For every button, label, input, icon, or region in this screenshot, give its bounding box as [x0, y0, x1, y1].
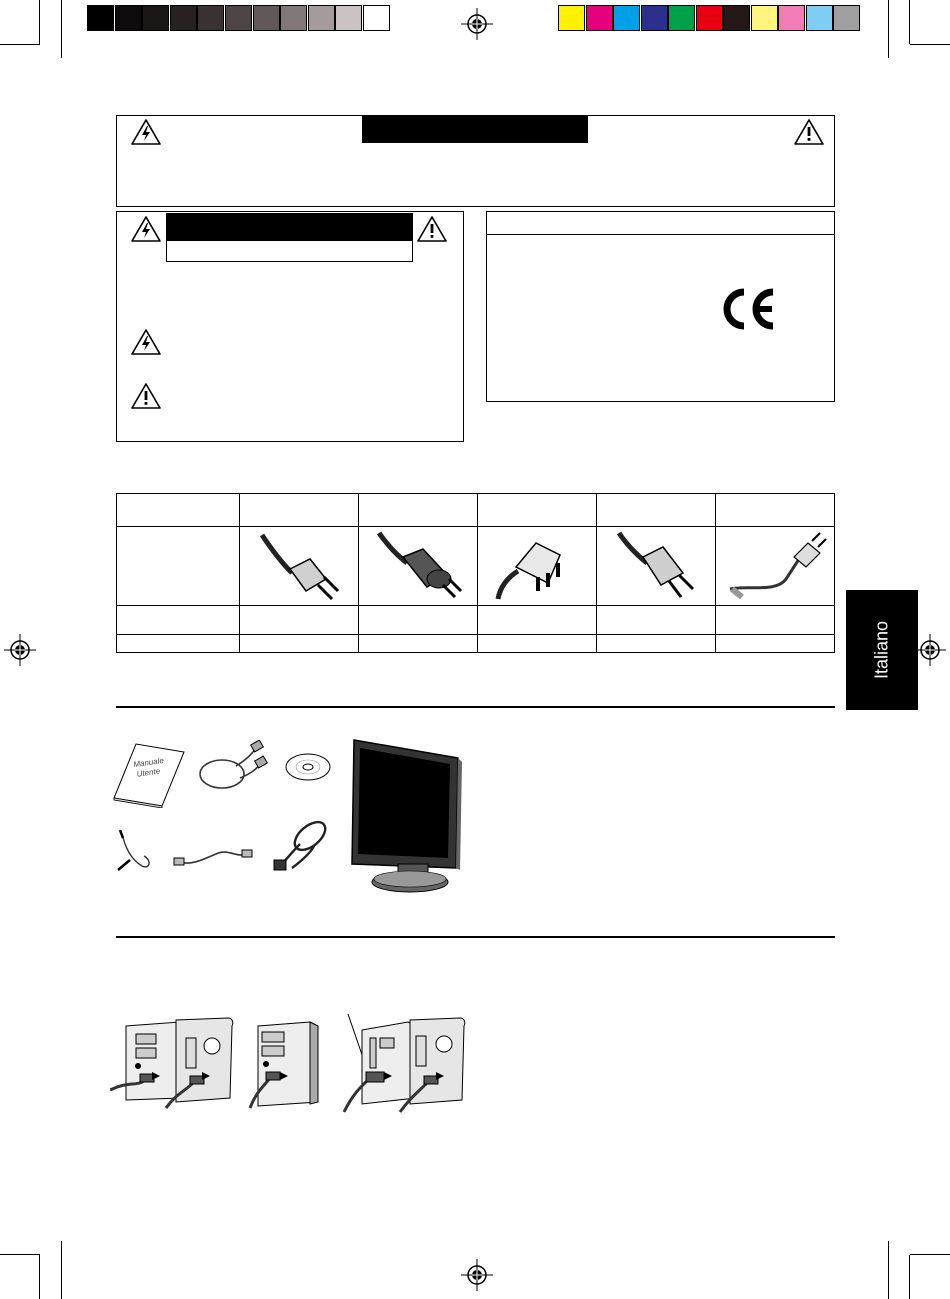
- table-cell: [716, 494, 835, 527]
- table-cell: [478, 494, 597, 527]
- crop-mark: [909, 0, 910, 44]
- uk-plug-icon: [478, 527, 596, 605]
- crop-mark: [0, 44, 40, 45]
- cd-rom-illustration: [284, 752, 332, 782]
- grayscale-swatch: [363, 5, 390, 31]
- caution-title-bar: [166, 213, 413, 241]
- crop-mark: [61, 1241, 62, 1299]
- section-divider: [116, 936, 835, 938]
- table-cell: [597, 606, 716, 635]
- table-cell: [359, 494, 478, 527]
- table-cell: [478, 606, 597, 635]
- table-row: [117, 527, 835, 606]
- table-cell: [478, 635, 597, 653]
- power-cord-illustration: [270, 818, 334, 874]
- grayscale-swatch: [308, 5, 335, 31]
- monitor-illustration: [346, 736, 464, 894]
- table-cell: [716, 527, 835, 606]
- process-color-swatch: [696, 5, 723, 31]
- registration-mark-icon: [4, 634, 36, 666]
- grayscale-swatch: [87, 5, 114, 31]
- grayscale-swatch: [253, 5, 280, 31]
- warning-title-bar: [362, 115, 588, 143]
- crop-mark: [909, 1255, 910, 1299]
- ce-mark-icon: [718, 286, 778, 332]
- registration-mark-icon: [914, 634, 946, 666]
- table-row: [117, 606, 835, 635]
- registration-mark-icon: [461, 1259, 493, 1291]
- exclamation-warning-icon: [416, 215, 448, 243]
- process-color-swatch: [641, 5, 668, 31]
- crop-mark: [39, 0, 40, 44]
- table-cell: [117, 606, 240, 635]
- process-color-swatch: [723, 5, 750, 31]
- manual-label-line2: Utente: [136, 766, 161, 779]
- exclamation-warning-icon: [130, 382, 162, 410]
- table-cell: [240, 635, 359, 653]
- crop-mark: [910, 44, 950, 45]
- language-tab: [846, 590, 918, 710]
- table-cell: [117, 635, 240, 653]
- table-cell: [117, 527, 240, 606]
- table-cell: [478, 527, 597, 606]
- table-cell: [240, 606, 359, 635]
- table-cell: [597, 494, 716, 527]
- grayscale-swatch: [280, 5, 307, 31]
- video-cable-illustration: [196, 740, 270, 796]
- grayscale-swatch: [225, 5, 252, 31]
- us-plug-icon: [240, 527, 358, 605]
- table-cell: [240, 527, 359, 606]
- pc-connection-illustration: [246, 1020, 326, 1114]
- lightning-warning-icon: [130, 215, 162, 243]
- process-color-swatch: [558, 5, 585, 31]
- crop-mark: [39, 1255, 40, 1299]
- table-cell: [597, 635, 716, 653]
- grayscale-swatch: [115, 5, 142, 31]
- audio-cable-illustration: [112, 830, 158, 874]
- manual-label-line1: Manuale: [132, 755, 165, 770]
- table-cell: [240, 494, 359, 527]
- lightning-warning-icon: [130, 328, 162, 356]
- ce-box-header-divider: [486, 234, 835, 235]
- table-cell: [359, 635, 478, 653]
- ce-declaration-box: [486, 211, 835, 402]
- exclamation-warning-icon: [793, 118, 825, 146]
- user-manual-illustration: [112, 738, 188, 808]
- crop-mark: [61, 0, 62, 58]
- table-cell: [716, 635, 835, 653]
- registration-mark-icon: [461, 8, 493, 40]
- process-color-swatch: [613, 5, 640, 31]
- table-cell: [359, 606, 478, 635]
- language-tab-label: Italiano: [871, 620, 892, 680]
- table-row: [117, 635, 835, 653]
- process-color-swatch: [778, 5, 805, 31]
- lightning-warning-icon: [130, 118, 162, 146]
- grayscale-swatch: [142, 5, 169, 31]
- china-plug-icon: [597, 527, 715, 605]
- japan-plug-icon: [716, 527, 834, 605]
- grayscale-swatch: [170, 5, 197, 31]
- usb-cable-illustration: [172, 836, 256, 870]
- table-cell: [359, 527, 478, 606]
- pc-mac-connection-illustration: [110, 1016, 236, 1112]
- caution-subtitle-box: [166, 240, 413, 262]
- table-cell: [716, 606, 835, 635]
- section-divider: [116, 706, 835, 708]
- table-cell: [117, 494, 240, 527]
- process-color-swatch: [668, 5, 695, 31]
- eu-plug-icon: [359, 527, 477, 605]
- crop-mark: [910, 1254, 950, 1255]
- process-color-swatch: [751, 5, 778, 31]
- adapter-connection-illustration: [340, 1012, 466, 1116]
- power-cord-table: [116, 493, 835, 653]
- crop-mark: [0, 1254, 40, 1255]
- process-color-swatch: [806, 5, 833, 31]
- table-row: [117, 494, 835, 527]
- crop-mark: [888, 0, 889, 58]
- crop-mark: [888, 1241, 889, 1299]
- grayscale-swatch: [335, 5, 362, 31]
- process-color-swatch: [833, 5, 860, 31]
- table-cell: [597, 527, 716, 606]
- process-color-swatch: [586, 5, 613, 31]
- grayscale-swatch: [197, 5, 224, 31]
